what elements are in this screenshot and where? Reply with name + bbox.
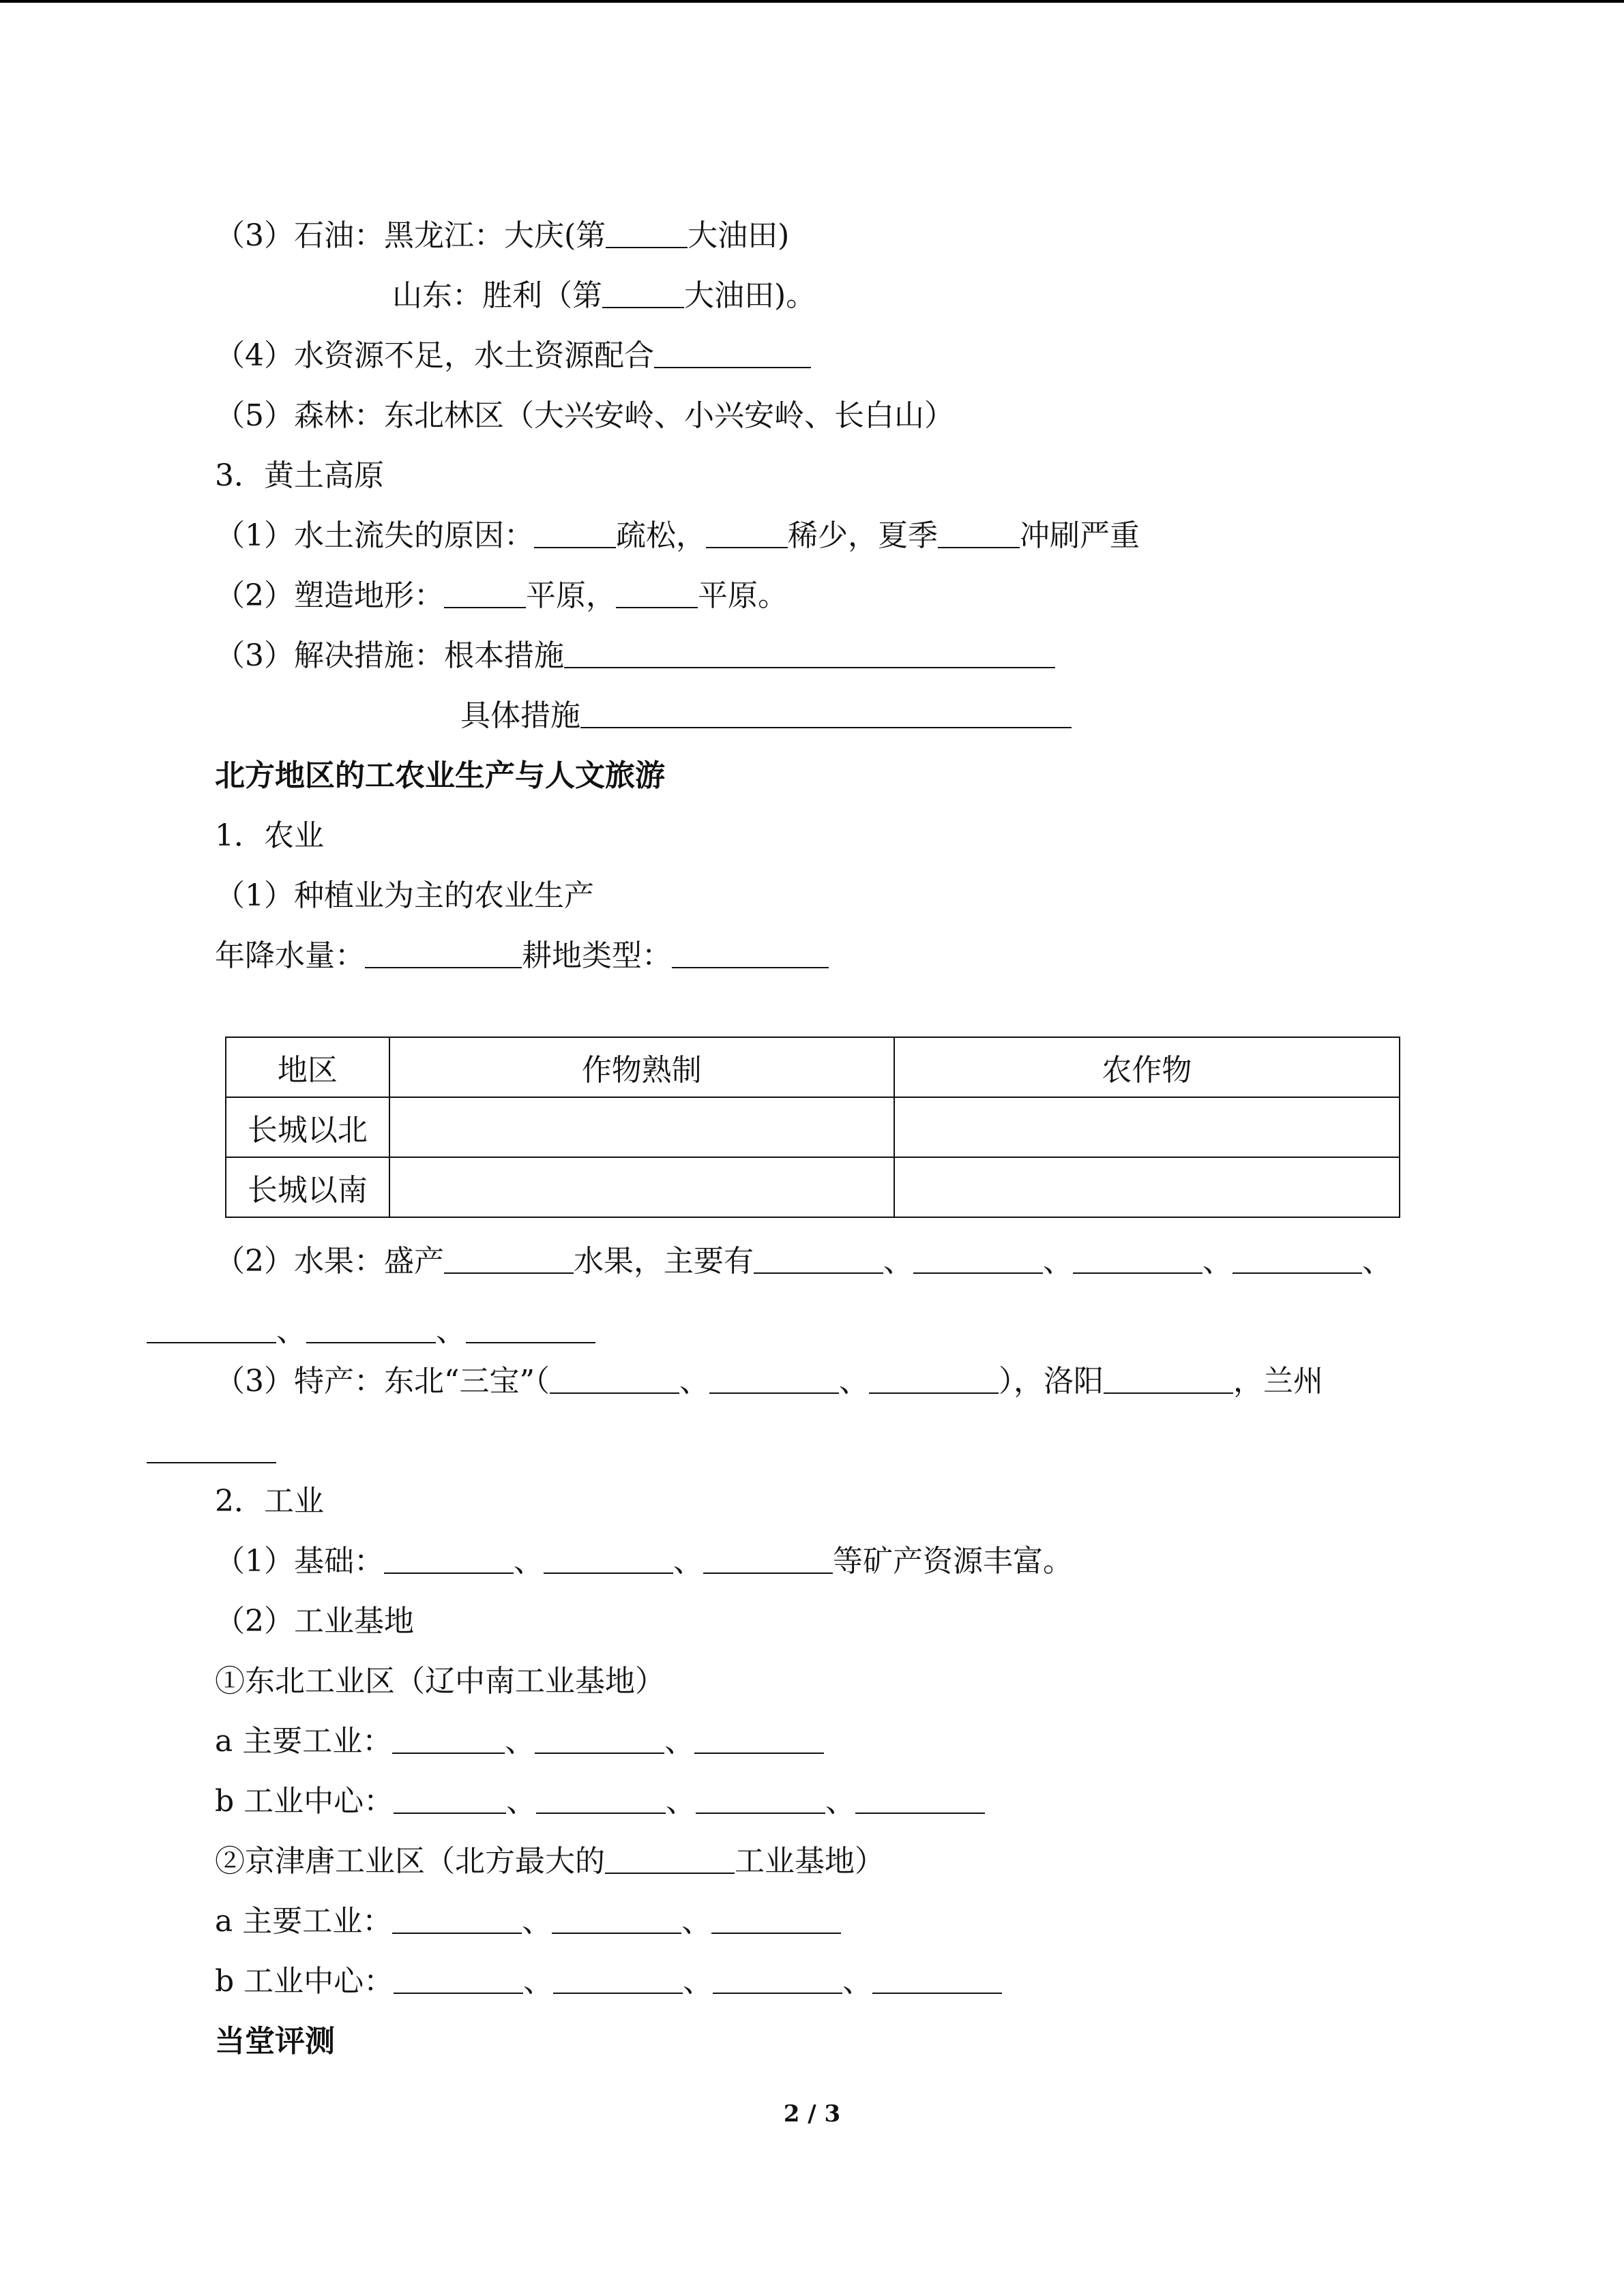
blank-field[interactable]: [444, 580, 526, 608]
table-header-cell: 作物熟制: [389, 1037, 894, 1097]
blank-field[interactable]: [706, 520, 788, 548]
blank-field[interactable]: [872, 1965, 1002, 1994]
blank-field[interactable]: [536, 1785, 666, 1814]
table-header-cell: 地区: [226, 1037, 389, 1097]
blank-field[interactable]: [938, 520, 1020, 548]
blank-field[interactable]: [550, 1365, 679, 1394]
crop-table: [225, 1037, 1400, 1218]
blank-field[interactable]: [711, 1905, 841, 1934]
blank-field[interactable]: [869, 1365, 999, 1394]
table-row: [226, 1097, 1400, 1157]
blank-field[interactable]: [1073, 1245, 1202, 1274]
blank-field[interactable]: [694, 1725, 824, 1754]
table-cell-region: 长城以北: [226, 1097, 389, 1157]
blank-field[interactable]: [392, 1905, 522, 1934]
agriculture-subheading: （1）种植业为主的农业生产: [215, 878, 594, 913]
northeast-industry-heading: ①东北工业区（辽中南工业基地）: [215, 1664, 665, 1699]
section-heading: 北方地区的工农业生产与人文旅游: [215, 758, 665, 793]
table-cell-input[interactable]: [389, 1157, 894, 1217]
blank-field[interactable]: [147, 1315, 276, 1343]
table-row: [226, 1157, 1400, 1217]
jingjintang-industry-center-line: b 工业中心： 、 、 、: [215, 1961, 1002, 2002]
jingjintang-heading: ②京津唐工业区（北方最大的 工业基地）: [215, 1844, 885, 1879]
landform-line: （2）塑造地形： 平原， 平原。: [215, 578, 788, 613]
jingjintang-main-industry-line: a 主要工业： 、 、: [215, 1901, 841, 1942]
blank-field[interactable]: [394, 1785, 506, 1814]
fruit-line-continued: 、 、: [147, 1311, 595, 1352]
blank-field[interactable]: [147, 1435, 276, 1463]
table-header-row: [226, 1037, 1400, 1097]
blank-field[interactable]: [606, 220, 688, 248]
specialty-line: （3）特产：东北“三宝”（ 、 、 ），洛阳 ，兰州: [215, 1364, 1323, 1399]
blank-field[interactable]: [580, 700, 1072, 728]
blank-field[interactable]: [696, 1785, 825, 1814]
industry-base-heading: （2）工业基地: [215, 1604, 414, 1639]
specialty-line-continued: [147, 1431, 276, 1472]
blank-field[interactable]: [855, 1785, 985, 1814]
blank-field[interactable]: [553, 1965, 683, 1994]
oil-line-heilongjiang: （3）石油：黑龙江：大庆(第 大油田): [215, 218, 790, 253]
industry-heading: 2．工业: [215, 1484, 324, 1519]
blank-field[interactable]: [306, 1315, 436, 1343]
blank-field[interactable]: [365, 940, 522, 968]
blank-field[interactable]: [564, 640, 1055, 668]
blank-field[interactable]: [392, 1725, 505, 1754]
blank-field[interactable]: [552, 1905, 681, 1934]
blank-field[interactable]: [703, 1545, 833, 1574]
water-line: （4）水资源不足，水土资源配合: [215, 336, 811, 376]
blank-field[interactable]: [654, 340, 811, 368]
blank-field[interactable]: [602, 280, 684, 308]
measure-specific-line: 具体措施: [460, 696, 1072, 736]
blank-field[interactable]: [1232, 1245, 1362, 1274]
blank-field[interactable]: [535, 1725, 664, 1754]
table-header-cell: 农作物: [894, 1037, 1400, 1097]
page-number: 2 / 3: [783, 2100, 841, 2128]
blank-field[interactable]: [713, 1965, 842, 1994]
northeast-industry-center-line: b 工业中心： 、 、 、: [215, 1781, 985, 1822]
table-cell-input[interactable]: [894, 1097, 1400, 1157]
agriculture-heading: 1．农业: [215, 818, 324, 853]
blank-field[interactable]: [444, 1245, 574, 1274]
blank-field[interactable]: [394, 1965, 523, 1994]
northeast-main-industry-line: a 主要工业： 、 、: [215, 1721, 824, 1762]
blank-field[interactable]: [466, 1315, 595, 1343]
page-top-border: [0, 0, 1624, 3]
industry-basis-line: （1）基础： 、 、 等矿产资源丰富。: [215, 1544, 1073, 1579]
fruit-line: （2）水果：盛产 水果，主要有 、 、 、 、: [215, 1244, 1392, 1279]
evaluation-heading: 当堂评测: [215, 2024, 335, 2059]
blank-field[interactable]: [534, 520, 616, 548]
table-cell-input[interactable]: [894, 1157, 1400, 1217]
blank-field[interactable]: [616, 580, 698, 608]
loess-plateau-heading: 3．黄土高原: [215, 458, 384, 493]
blank-field[interactable]: [754, 1245, 883, 1274]
blank-field[interactable]: [1104, 1365, 1233, 1394]
blank-field[interactable]: [544, 1545, 673, 1574]
blank-field[interactable]: [672, 940, 829, 968]
measure-root-line: （3）解决措施：根本措施: [215, 636, 1055, 676]
blank-field[interactable]: [709, 1365, 839, 1394]
blank-field[interactable]: [913, 1245, 1043, 1274]
blank-field[interactable]: [384, 1545, 514, 1574]
blank-field[interactable]: [605, 1845, 735, 1874]
rainfall-line: 年降水量： 耕地类型：: [215, 936, 829, 976]
table-cell-input[interactable]: [389, 1097, 894, 1157]
table-cell-region: 长城以南: [226, 1157, 389, 1217]
forest-line: （5）森林：东北林区（大兴安岭、小兴安岭、长白山）: [215, 398, 954, 433]
erosion-line: （1）水土流失的原因： 疏松， 稀少，夏季 冲刷严重: [215, 518, 1140, 553]
oil-line-shandong: 山东：胜利（第 大油田)。: [392, 278, 816, 313]
